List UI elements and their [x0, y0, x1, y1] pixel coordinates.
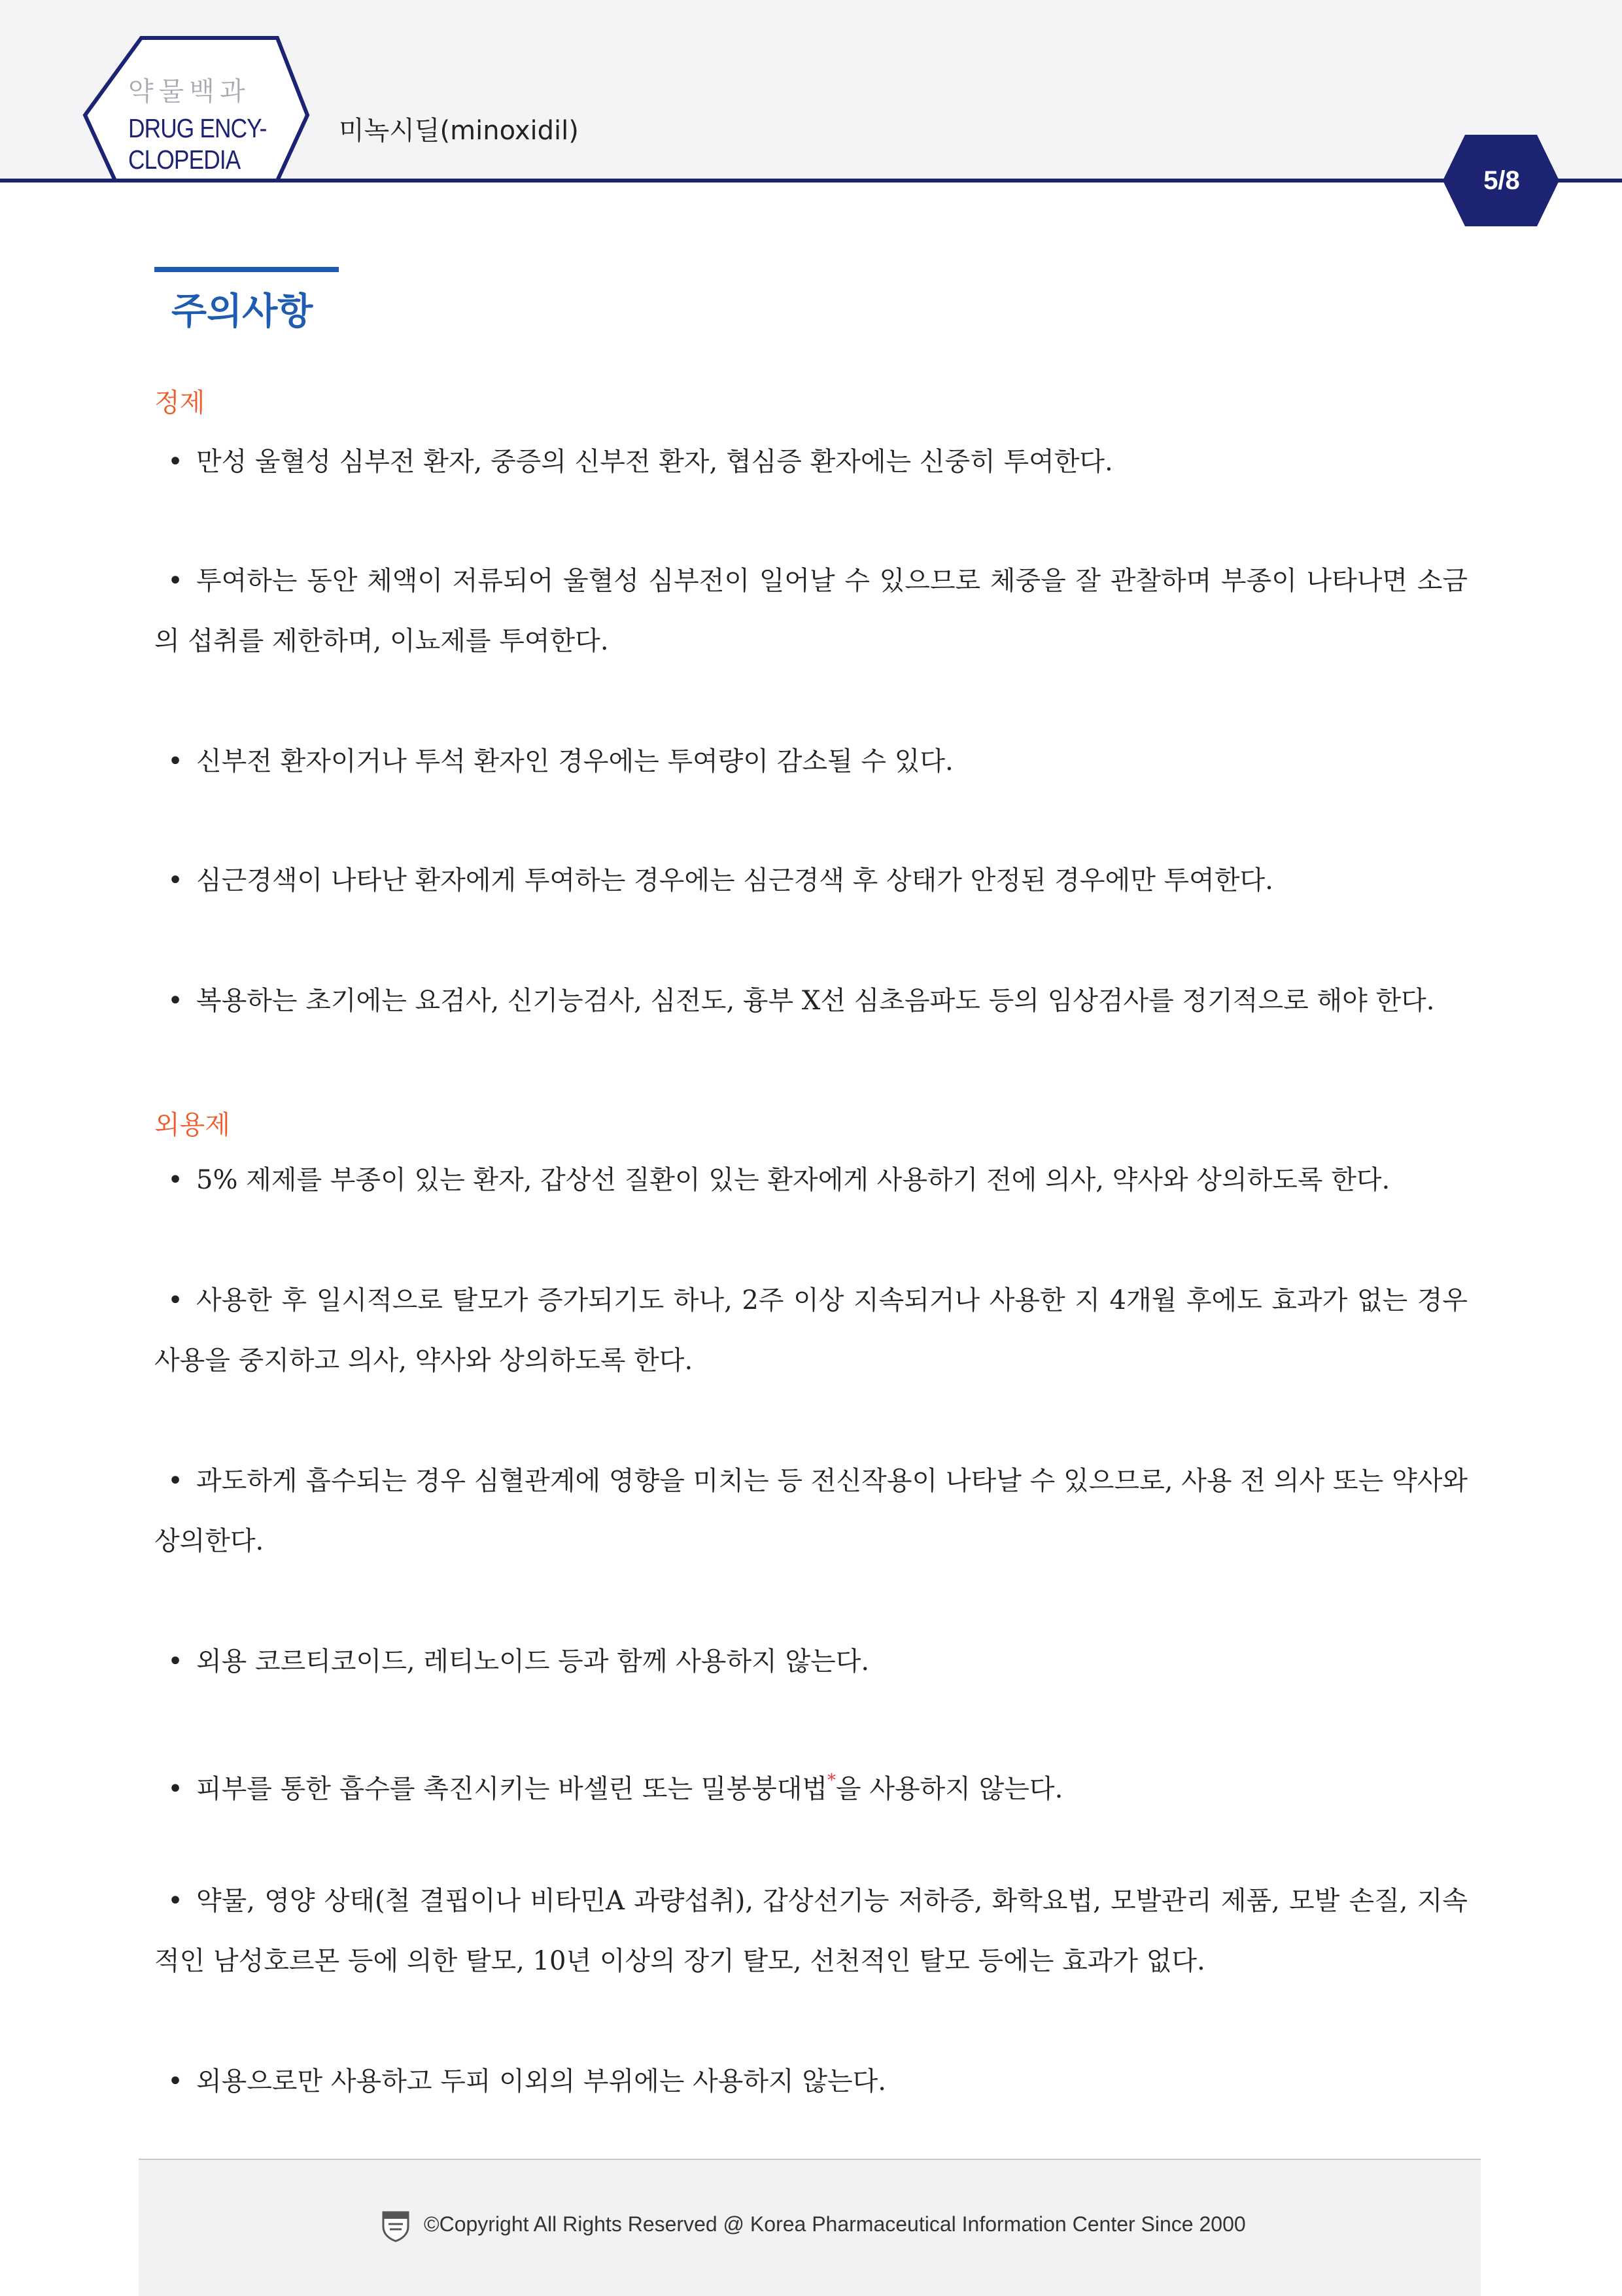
- list-item: [154, 971, 1468, 1031]
- list-item: [154, 1270, 1468, 1391]
- list-item: [154, 1451, 1468, 1571]
- list-item: [154, 551, 1468, 671]
- bullet: •: [167, 1774, 183, 1804]
- bullet: •: [167, 566, 183, 596]
- drug-name: 미녹시딜(minoxidil): [339, 116, 579, 146]
- logo-korean: 약물백과: [128, 77, 250, 107]
- logo-english-line1: DRUG ENCY-: [128, 113, 267, 143]
- list-item-text: 약물, 영양 상태(철 결핍이나 비타민A 과량섭취), 갑상선기능 저하증, 화학요법, 모발관리 제품, 모발 손질, 지속적인 남성호르몬 등에 의한 탈모, 10년 이상의 장기 탈모, 선천적인 탈모 등에는 효과가 없다.: [154, 1886, 1468, 1976]
- list-item-text: 사용한 후 일시적으로 탈모가 증가되기도 하나, 2주 이상 지속되거나 사용한 지 4개월 후에도 효과가 없는 경우 사용을 중지하고 의사, 약사와 상의하도록 한다.: [154, 1285, 1468, 1376]
- bullet: •: [167, 746, 183, 776]
- bullet: •: [167, 1285, 183, 1315]
- list-item-text: 신부전 환자이거나 투석 환자인 경우에는 투여량이 감소될 수 있다.: [196, 746, 954, 776]
- bullet: •: [167, 1886, 183, 1916]
- subheading-tablet: 정제: [154, 388, 205, 418]
- bullet: •: [167, 986, 183, 1016]
- list-item-text: 외용 코르티코이드, 레티노이드 등과 함께 사용하지 않는다.: [196, 1646, 870, 1677]
- list-item: [154, 2051, 1468, 2112]
- bullet: •: [167, 1646, 183, 1677]
- list-item-text: 복용하는 초기에는 요검사, 신기능검사, 심전도, 흉부 X선 심초음파도 등의 임상검사를 정기적으로 해야 한다.: [196, 986, 1435, 1016]
- bullet: •: [167, 1165, 183, 1195]
- list-item: [154, 731, 1468, 791]
- list-item: [154, 1750, 1468, 1819]
- list-item: [154, 1871, 1468, 1991]
- subheading-topical: 외용제: [154, 1110, 230, 1140]
- shield-icon: [381, 2210, 411, 2242]
- bullet: •: [167, 447, 183, 477]
- logo-english: [128, 113, 275, 175]
- list-item-text: 외용으로만 사용하고 두피 이외의 부위에는 사용하지 않는다.: [196, 2066, 887, 2096]
- section-title-bar: [154, 267, 339, 272]
- list-item-text: 피부를 통한 흡수를 촉진시키는 바셀린 또는 밀봉붕대법: [196, 1774, 828, 1804]
- logo-english-line2: CLOPEDIA: [128, 145, 241, 175]
- list-item-text: 투여하는 동안 체액이 저류되어 울혈성 심부전이 일어날 수 있으므로 체중을 잘 관찰하며 부종이 나타나면 소금의 섭취를 제한하며, 이뇨제를 투여한다.: [154, 566, 1468, 656]
- bullet: •: [167, 1466, 183, 1496]
- list-item: [154, 850, 1468, 911]
- footnote-marker: *: [827, 1771, 837, 1790]
- list-item-text: 만성 울혈성 심부전 환자, 중증의 신부전 환자, 협심증 환자에는 신중히 투여한다.: [196, 447, 1113, 477]
- list-item: [154, 432, 1468, 492]
- copyright-text: ©Copyright All Rights Reserved @ Korea Pharmaceutical Information Center Since 2000: [424, 2212, 1246, 2236]
- section-title: 주의사항: [171, 290, 313, 333]
- list-item-text: 5% 제제를 부종이 있는 환자, 갑상선 질환이 있는 환자에게 사용하기 전에 의사, 약사와 상의하도록 한다.: [196, 1165, 1390, 1195]
- list-item: [154, 1631, 1468, 1692]
- list-item-text: 을 사용하지 않는다.: [836, 1774, 1063, 1804]
- list-item: [154, 1150, 1468, 1210]
- bullet: •: [167, 2066, 183, 2096]
- bullet: •: [167, 865, 183, 896]
- page-indicator: 5/8: [1483, 166, 1520, 195]
- list-item-text: 심근경색이 나타난 환자에게 투여하는 경우에는 심근경색 후 상태가 안정된 경우에만 투여한다.: [196, 865, 1273, 896]
- list-item-text: 과도하게 흡수되는 경우 심혈관계에 영향을 미치는 등 전신작용이 나타날 수 있으므로, 사용 전 의사 또는 약사와 상의한다.: [154, 1466, 1468, 1556]
